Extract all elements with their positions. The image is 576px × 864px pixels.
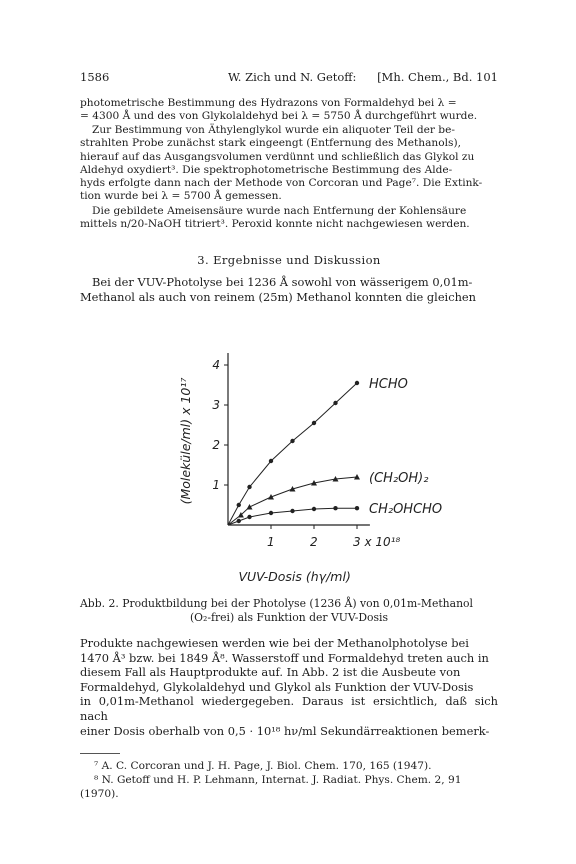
caption-line: (O₂-frei) als Funktion der VUV-Dosis (189, 611, 389, 624)
y-axis-label: (Moleküle/ml) x 10¹⁷ (178, 377, 193, 505)
data-point (355, 506, 359, 510)
chart-series (228, 381, 360, 525)
running-authors: W. Zich und N. Getoff: (228, 70, 357, 84)
figure-caption (80, 597, 498, 625)
text-line: Zur Bestimmung von Äthylenglykol wurde ein aliquoter Teil der be- (92, 124, 455, 136)
data-point (312, 507, 316, 511)
text-line: Bei der VUV-Photolyse bei 1236 Å sowohl von wässerigem 0,01m- (92, 275, 473, 289)
x-axis-label: VUV-Dosis (hγ/ml) (238, 569, 351, 584)
footnote-7: ⁷ A. C. Corcoran und J. H. Page, J. Biol. Chem. 170, 165 (1947). (94, 760, 432, 772)
running-header (80, 70, 498, 88)
footnotes (80, 759, 498, 801)
data-point (290, 509, 294, 513)
data-point (333, 506, 337, 510)
text-line: hyds erfolgte dann nach der Methode von Corcoran und Page⁷. Die Extink- (80, 177, 483, 190)
text-line: Methanol als auch von reinem (25m) Methanol konnten die gleichen (80, 289, 476, 304)
text-line: Formaldehyd, Glykolaldehyd und Glykol als Funktion der VUV-Dosis (80, 679, 474, 694)
caption-line: Abb. 2. Produktbildung bei der Photolyse (1236 Å) von 0,01m-Methanol (80, 597, 473, 610)
data-point (312, 421, 316, 425)
product-yield-chart (168, 355, 443, 587)
intro-paragraph (80, 97, 498, 124)
y-tick-label: 3 (212, 398, 220, 412)
data-point (247, 515, 251, 519)
text-line: Aldehyd oxydiert³. Die spektrophotometrische Bestimmung des Alde- (80, 163, 453, 176)
series-label: CH₂OHCHO (369, 502, 443, 518)
text-line: tion wurde bei λ = 5700 Å gemessen. (80, 190, 282, 203)
running-journal: [Mh. Chem., Bd. 101 (377, 70, 498, 84)
page-number: 1586 (80, 70, 110, 84)
data-point (355, 381, 359, 385)
discussion-paragraph (80, 636, 498, 738)
titration-paragraph (80, 205, 498, 232)
data-point (247, 485, 251, 489)
y-tick-label: 1 (212, 478, 220, 492)
data-point (247, 504, 253, 510)
series-line-0 (228, 383, 357, 525)
text-line: Produkte nachgewiesen werden wie bei der Methanolphotolyse bei (80, 636, 469, 650)
series-label: HCHO (369, 377, 408, 392)
text-line: strahlten Probe zunächst stark eingeengt (Entfernung des Methanols), (80, 137, 461, 150)
figure-2 (168, 355, 443, 587)
text-line: einer Dosis oberhalb von 0,5 · 10¹⁸ hν/ml Sekundärreaktionen bemerk- (80, 723, 490, 738)
footnote-8: ⁸ N. Getoff und H. P. Lehmann, Internat. J. Radiat. Phys. Chem. 2, 91 (94, 774, 462, 786)
text-line: photometrische Bestimmung des Hydrazons von Formaldehyd bei λ = (80, 97, 457, 109)
x-tick-label: 2 (310, 535, 318, 549)
section-heading: 3. Ergebnisse und Diskussion (197, 253, 381, 267)
y-tick-label: 4 (212, 358, 220, 372)
data-point (290, 439, 294, 443)
footnote-8-cont: (1970). (80, 788, 119, 800)
text-line: diesem Fall als Hauptprodukte auf. In Abb. 2 ist die Ausbeute von (80, 665, 461, 680)
data-point (237, 503, 241, 507)
text-line: = 4300 Å und des von Glykolaldehyd bei λ = 5750 Å durchgeführt wurde. (80, 110, 478, 123)
text-line: 1470 Å³ bzw. bei 1849 Å⁸. Wasserstoff und Formaldehyd treten auch in (80, 650, 489, 665)
text-line: hierauf auf das Ausgangsvolumen verdünnt und schließlich das Glykol zu (80, 150, 475, 163)
data-point (269, 511, 273, 515)
text-line: Die gebildete Ameisensäure wurde nach Entfernung der Kohlensäure (92, 205, 467, 217)
y-tick-label: 2 (212, 438, 220, 452)
x-tick-label: 3 x 10¹⁸ (353, 535, 401, 549)
x-tick-label: 1 (267, 535, 275, 549)
method-paragraph (80, 124, 498, 204)
text-line: mittels n/20-NaOH titriert³. Peroxid konnte nicht nachgewiesen werden. (80, 218, 470, 231)
results-paragraph (80, 275, 498, 304)
series-label: (CH₂OH)₂ (369, 471, 429, 486)
footnote-rule (80, 753, 120, 754)
text-line: in 0,01m-Methanol wiedergegeben. Daraus ist ersichtlich, daß sich nach (80, 694, 498, 723)
data-point (269, 459, 273, 463)
data-point (333, 401, 337, 405)
data-point (237, 519, 241, 523)
